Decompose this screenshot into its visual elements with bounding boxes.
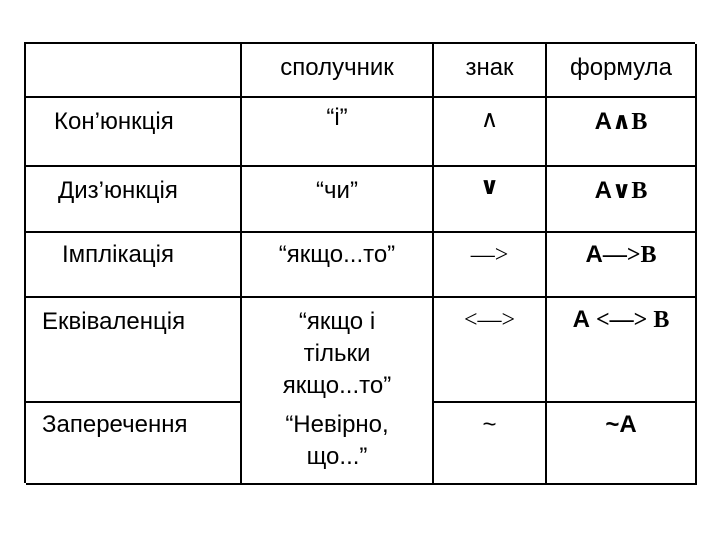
table-row-formula: [547, 403, 697, 485]
header-formula: [547, 44, 697, 98]
sign-symbol: ∧: [480, 106, 499, 133]
header-formula-label: формула: [569, 54, 673, 81]
table-row-connective: [242, 403, 434, 485]
table-row-sign: [434, 233, 547, 298]
table-row-sign: [434, 403, 547, 485]
logic-operations-table: [24, 42, 695, 483]
table-row-operation: [26, 298, 242, 403]
header-sign-label: знак: [465, 54, 514, 81]
header-connective: [242, 44, 434, 98]
table-row-connective: [242, 167, 434, 233]
header-sign: [434, 44, 547, 98]
table-row-formula: [547, 167, 697, 233]
operation-name: Заперечення: [42, 411, 188, 438]
connective-text: “Невірно, що...”: [285, 411, 389, 470]
sign-symbol: ~: [482, 411, 497, 438]
table-row-sign: [434, 98, 547, 167]
table-row-connective: [242, 98, 434, 167]
sign-symbol: <—>: [463, 307, 516, 333]
operation-name: Еквіваленція: [42, 308, 186, 335]
table-row-sign: [434, 167, 547, 233]
table-row-formula: [547, 98, 697, 167]
table-row-formula: [547, 233, 697, 298]
formula-text: А—>B: [585, 241, 657, 268]
connective-text: “чи”: [316, 177, 358, 204]
table-row-operation: [26, 403, 242, 485]
formula-text: ~А: [605, 411, 637, 438]
table-row-operation: [26, 233, 242, 298]
formula-text: А∨B: [594, 177, 648, 204]
header-empty-cell: [26, 44, 242, 98]
table-row-sign: [434, 298, 547, 403]
operation-name: Диз’юнкція: [58, 177, 178, 204]
connective-text: “і”: [326, 104, 348, 131]
formula-text: А <—> B: [572, 306, 670, 333]
sign-symbol: ∨: [479, 173, 500, 200]
formula-text: А∧B: [594, 108, 648, 135]
table-row-operation: [26, 167, 242, 233]
connective-text: “якщо і тільки якщо...то”: [282, 308, 392, 399]
sign-symbol: —>: [470, 242, 509, 268]
operation-name: Імплікація: [62, 241, 174, 268]
header-connective-label: сполучник: [280, 54, 394, 81]
connective-text: “якщо...то”: [278, 241, 396, 268]
table-row-connective: [242, 233, 434, 298]
table-row-formula: [547, 298, 697, 403]
table-row-operation: [26, 98, 242, 167]
operation-name: Кон’юнкція: [54, 108, 174, 135]
table-row-connective: [242, 298, 434, 403]
